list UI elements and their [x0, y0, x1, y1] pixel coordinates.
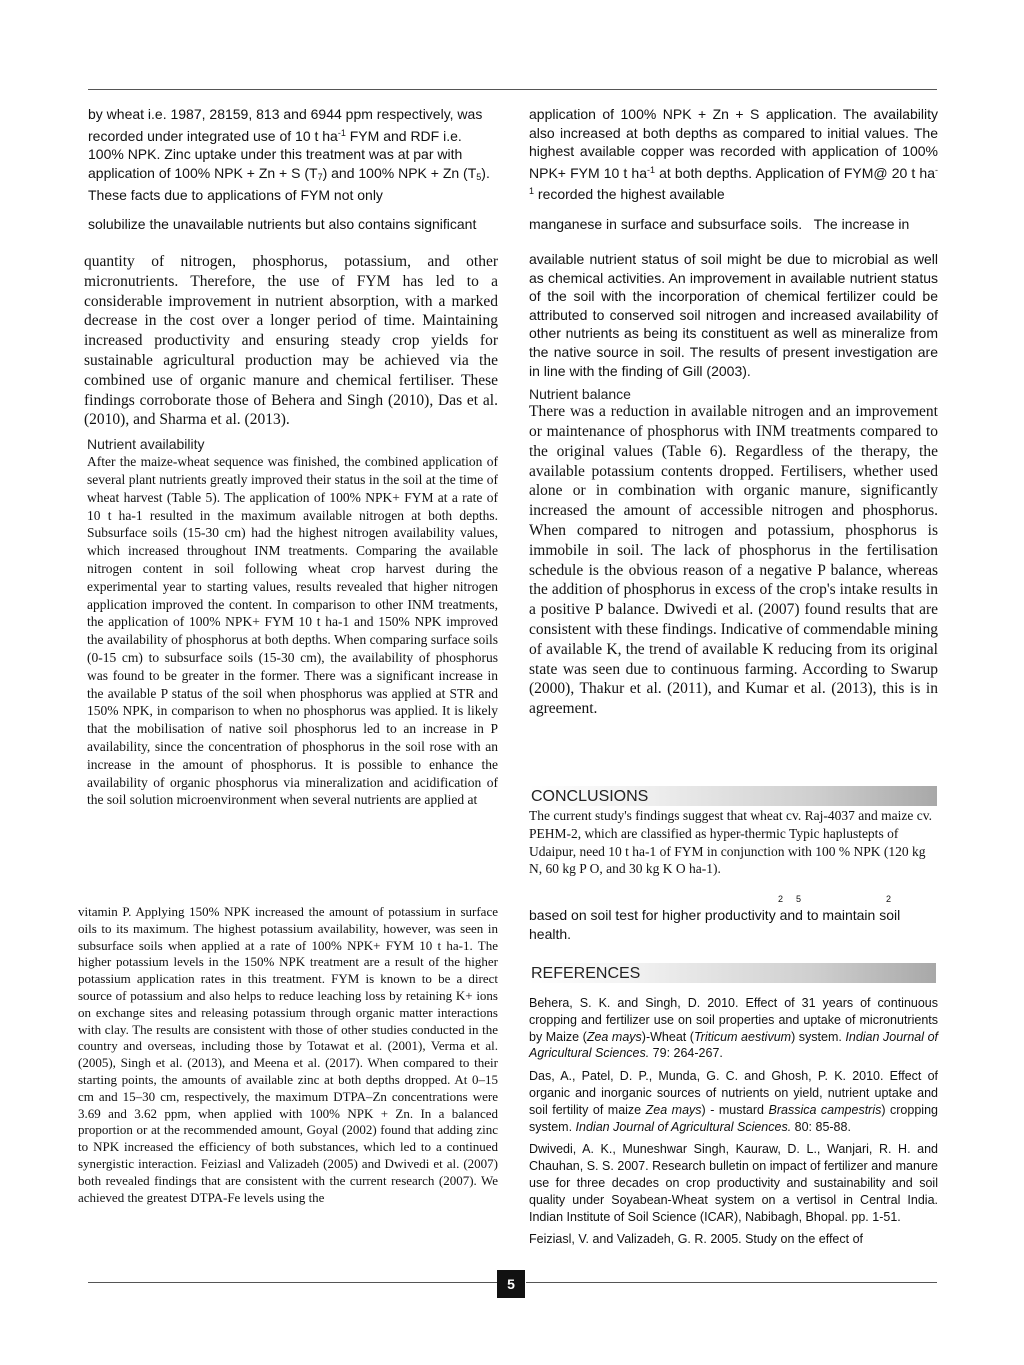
- text-run: 79: 264-267.: [649, 1046, 723, 1061]
- right-column-soil-test: [529, 906, 938, 943]
- right-paragraph-5: The current study's findings suggest that wheat cv. Raj-4037 and maize cv. PEHM-2, which are classified as hyper-thermic Typic haplustepts of Udaipur, need 10 t ha-1 of FYM in conjunction with 100 % NPK (120 kg N, 60 kg P O, and 30 kg K O ha-1).: [529, 808, 932, 877]
- text-run: application of 100% NPK + Zn + S application. The availability also increased at both depths as compared to initial values. The highest available copper was recorded with application of 100% NPK+ FYM 10 t ha: [529, 106, 938, 181]
- text-run: FYM and RDF i.e. 100% NPK. Zinc uptake under this treatment was at par with application of 100% NPK + Zn + S (T: [88, 127, 463, 181]
- text-run: ) and 100% NPK + Zn (T: [322, 164, 477, 181]
- left-paragraph-2: solubilize the unavailable nutrients but also contains significant: [88, 216, 477, 232]
- page-number: 5: [497, 1270, 525, 1298]
- left-column-line: [88, 215, 498, 234]
- text-run: Behera, S. K. and Singh, D. 2010. Effect of 31 years of continuous cropping and fertilizer use on soil properties and uptake of micronutrients by Maize (: [529, 996, 938, 1044]
- right-paragraph-1: [529, 105, 938, 204]
- right-paragraph-6: based on soil test for higher productivity and to maintain soil health.: [529, 907, 901, 942]
- text-italic: Indian Journal of Agricultural Sciences.: [529, 1029, 938, 1061]
- nutrient-balance-heading: Nutrient balance: [529, 386, 631, 403]
- nutrient-availability-heading: Nutrient availability: [87, 436, 205, 453]
- text-run: 80: 85-88.: [791, 1119, 851, 1134]
- subscript: 7: [317, 171, 323, 182]
- left-paragraph-5: vitamin P. Applying 150% NPK increased the amount of potassium in surface oils to its maximum. The highest potassium availability, however, was seen in subsurface soils when applied at a rate of 100% NPK+ FYM 10 t ha-1. The higher potassium levels in the 150% NPK treatment are a result of the higher potassium application rates in this treatment. FYM is known to be a direct source of potassium and also helps to reduce leaching loss by retaining K+ ions on exchange sites and releasing potassium through organic matter interactions with clay. The results are consistent with those of other studies conducted in the country and overseas, including those by Totawat et al. (2001), Verma et al. (2005), Singh et al. (2013), and Meena et al. (2017). When compared to their starting points, the amounts of available zinc at both depths dropped. At 0–15 cm and 15–30 cm, respectively, the maximum DTPA–Zn concentrations were 3.69 and 3.62 ppm, when applied with 100% NPK + Zn. In a balanced proportion or at the recommended amount, Goyal (2002) found that adding zinc to NPK increased the efficiency of both substances, which led to a continued synergistic interaction. Feiziasl and Valizadeh (2005) and Dwivedi et al. (2007) both revealed findings that are consistent with the current research (2007). We achieved the greatest DTPA-Fe levels using the: [78, 904, 498, 1205]
- text-run: recorded the highest available: [534, 186, 725, 203]
- text-run: ). These facts due to applications of FYM not only: [88, 164, 490, 204]
- superscript: -1: [337, 127, 346, 138]
- references-heading: REFERENCES: [529, 963, 936, 983]
- stray-subscript: 2: [778, 894, 784, 904]
- reference-entry: [529, 1068, 938, 1135]
- top-rule: [88, 89, 937, 90]
- stray-subscript: 5: [796, 894, 802, 904]
- right-paragraph-4: There was a reduction in available nitrogen and an improvement or maintenance of phosphorus with INM treatments compared to the original values (Table 6). Regardless of the therapy, the available potassium contents dropped. Fertilisers, whether used alone or in combination with organic manure, significantly increased the amount of accessible nitrogen and phosphorus. When compared to nitrogen and potassium, phosphorus is immobile in soil. The lack of phosphorus in the fertilisation schedule is the obvious reason of a negative P balance, whereas the addition of phosphorus in excess of the crop's intake results in a positive P balance. Dwivedi et al. (2007) found results that are consistent with these findings. Indicative of commendable mining of available K, the trend of available K reducing from its original state was seen due to continuous farming. According to Swarup (2000), Thakur et al. (2011), and Kumar et al. (2013), this is in agreement.: [529, 403, 938, 718]
- text-italic: Indian Journal of Agricultural Sciences.: [575, 1119, 792, 1134]
- conclusions-section: [529, 786, 937, 878]
- stray-subscript: 2: [886, 894, 892, 904]
- superscript: -1: [529, 164, 939, 197]
- bottom-rule-left: [88, 1282, 497, 1283]
- right-column-line: [529, 215, 938, 234]
- right-column: [529, 105, 938, 204]
- reference-entry: [529, 995, 938, 1062]
- text-run: ) system.: [791, 1029, 846, 1044]
- reference-entry: Feiziasl, V. and Valizadeh, G. R. 2005. Study on the effect of: [529, 1232, 864, 1247]
- left-paragraph-1: [88, 105, 493, 205]
- left-column-lower: [78, 904, 498, 1206]
- text-run: at both depths. Application of FYM@ 20 t ha: [655, 164, 936, 181]
- references-section: [529, 963, 938, 1254]
- left-column-body: [84, 252, 498, 809]
- text-italic: Triticum aestivum: [693, 1029, 792, 1044]
- conclusions-heading: CONCLUSIONS: [529, 786, 937, 806]
- text-italic: Brassica campestris: [768, 1102, 882, 1117]
- reference-entry: Dwivedi, A. K., Muneshwar Singh, Kauraw, D. L., Wanjari, R. H. and Chauhan, S. S. 2007. Research bulletin on impact of fertilizer and manure use for three decades on crop productivity and sustainability and soil quality under Soyabean-Wheat system on a vertisol in Central India. Indian Institute of Soil Science (ICAR), Nabibagh, Bhopal. pp. 1-51.: [529, 1142, 938, 1224]
- left-paragraph-4: After the maize-wheat sequence was finished, the combined application of several plant nutrients greatly improved their status in the soil at the time of wheat harvest (Table 5). The application of 100% NPK+ FYM at a rate of 10 t ha-1 resulted in the maximum available nitrogen at both depths. Subsurface soils (15-30 cm) had the highest nitrogen availability values, which increased throughout INM treatments. Comparing the available nitrogen content in soil following wheat crop harvest during the experimental year to starting values, results revealed that higher nitrogen application improved the content. In comparison to other INM treatments, the application of 100% NPK+ FYM 10 t ha-1 and 150% NPK improved the availability of phosphorus at both depths. When comparing surface soils (0-15 cm) to subsurface soils (15-30 cm), the availability of phosphorus was found to be greater in the former. There was a significant increase in the available P status of the soil when phosphorus was applied at STR and 150% NPK, in comparison to when no phosphorus was applied. It is likely that the mobilisation of native soil phosphorus led to an increase in P availability, since the concentration of phosphorus in the soil rose with an increase in the amount of phosphorus. It is possible to enhance the availability of organic phosphorus via mineralization and acidification of the soil solution microenvironment when several nutrients are applied at: [87, 454, 498, 808]
- subscript: 5: [476, 171, 482, 182]
- text-run: ) - mustard: [701, 1102, 769, 1117]
- text-run: Das, A., Patel, D. P., Munda, G. C. and Ghosh, P. K. 2010. Effect of organic and inorganic sources of nutrients on yield, nutrient uptake and soil fertility of maize: [529, 1069, 938, 1117]
- text-italic: Zea mays: [645, 1102, 702, 1117]
- left-paragraph-3: quantity of nitrogen, phosphorus, potassium, and other micronutrients. Therefore, the use of FYM has led to a considerable improvement in nutrient absorption, with a marked decrease in the cost over a longer period of time. Maintaining increased productivity and ensuring steady crop yields for sustainable agricultural production may be achieved via the combined use of organic manure and chemical fertiliser. These findings corroborate those of Behera and Singh (2010), Das et al. (2010), and Sharma et al. (2013).: [84, 253, 498, 429]
- text-run: ) cropping system.: [529, 1102, 938, 1134]
- text-run: by wheat i.e. 1987, 28159, 813 and 6944 ppm respectively, was recorded under integrated use of 10 t ha: [88, 106, 483, 144]
- stray-subscripts: [529, 894, 938, 906]
- text-run: )-Wheat (: [641, 1029, 694, 1044]
- left-column: [88, 105, 493, 205]
- right-column-body: [529, 250, 938, 719]
- superscript: -1: [646, 164, 655, 175]
- bottom-rule-right: [526, 1282, 937, 1283]
- right-paragraph-3: available nutrient status of soil might be due to microbial as well as chemical activities. An improvement in available nutrient status of the soil with the incorporation of chemical fertilizer could be attributed to conserved soil nitrogen and increased availability of other nutrients as being its constituent as well as mineralize from the native source in soil. The results of present investigation are in line with the finding of Gill (2003).: [529, 251, 938, 379]
- right-paragraph-2: manganese in surface and subsurface soils. The increase in: [529, 216, 910, 232]
- text-italic: Zea mays: [586, 1029, 642, 1044]
